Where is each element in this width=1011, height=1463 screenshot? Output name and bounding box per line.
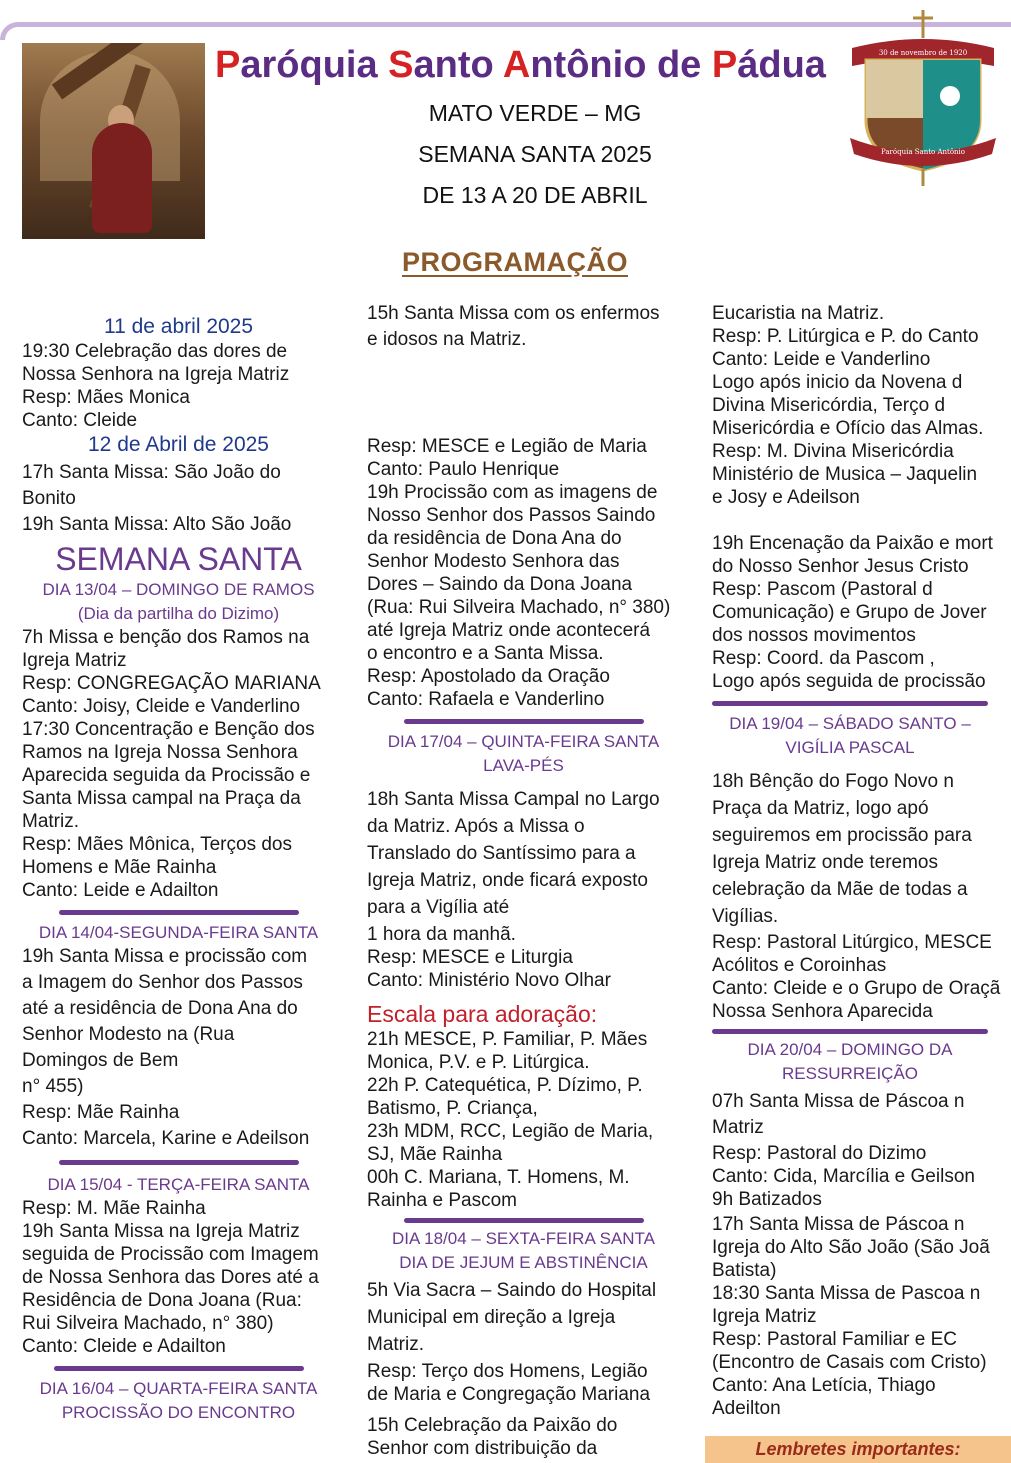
column-2	[367, 302, 680, 1460]
text-line: Resp: Mães Monica	[22, 387, 190, 408]
text-line: Resp: Coord. da Pascom ,	[712, 648, 935, 669]
section-divider	[712, 1029, 988, 1034]
date-heading: 12 de Abril de 2025	[88, 433, 269, 456]
text-line: Matriz	[712, 1117, 764, 1138]
day-subheading: VIGÍLIA PASCAL	[785, 738, 915, 757]
text-line: Nosso Senhor dos Passos Saindo	[367, 505, 656, 526]
text-line: 19h Santa Missa na Igreja Matriz	[22, 1221, 300, 1242]
date-heading: 11 de abril 2025	[103, 315, 254, 338]
lembretes-box	[705, 1436, 1011, 1463]
text-line: Resp: M. Mãe Rainha	[22, 1198, 206, 1219]
text-line: a Imagem do Senhor dos Passos	[22, 972, 303, 993]
text-line: (Encontro de Casais com Cristo)	[712, 1352, 987, 1373]
parish-seal-logo	[842, 8, 1004, 186]
text-line: Logo após seguida de procissão	[712, 671, 986, 692]
event-line: SEMANA SANTA 2025	[418, 141, 652, 167]
text-line: Resp: Terço dos Homens, Legião	[367, 1361, 648, 1382]
text-line: Eucaristia na Matriz.	[712, 303, 885, 324]
text-line: para a Vigília até	[367, 897, 510, 918]
text-line: SJ, Mãe Rainha	[367, 1144, 503, 1165]
section-divider	[404, 1218, 644, 1223]
text-line: Canto: Marcela, Karine e Adeilson	[22, 1128, 310, 1149]
text-line: Logo após inicio da Novena d	[712, 372, 963, 393]
text-line: do Nosso Senhor Jesus Cristo	[712, 556, 969, 577]
text-line: Senhor com distribuição da	[367, 1438, 598, 1459]
text-line: Batismo, P. Criança,	[367, 1098, 538, 1119]
text-line: Igreja Matriz onde teremos	[712, 852, 938, 873]
text-line: Igreja Matriz, onde ficará exposto	[367, 870, 648, 891]
text-line: Canto: Cleide e Adailton	[22, 1336, 226, 1357]
text-line: Resp: Pastoral Familiar e EC	[712, 1329, 957, 1350]
text-line: Monica, P.V. e P. Litúrgica.	[367, 1052, 590, 1073]
text-line: Canto: Leide e Vanderlino	[712, 349, 931, 370]
text-line: 19:30 Celebração das dores de	[22, 341, 288, 362]
text-line: 00h C. Mariana, T. Homens, M.	[367, 1167, 630, 1188]
via-crucis-image	[22, 43, 205, 239]
text-line: até a residência de Dona Ana do	[22, 998, 298, 1019]
text-line: até Igreja Matriz onde acontecerá	[367, 620, 651, 641]
text-line: Canto: Cida, Marcília e Geilson	[712, 1166, 975, 1187]
day-heading: DIA 13/04 – DOMINGO DE RAMOS	[42, 580, 315, 599]
text-line: Canto: Joisy, Cleide e Vanderlino	[22, 696, 301, 717]
section-divider	[59, 1160, 299, 1165]
text-line: Resp: Mães Mônica, Terços dos	[22, 834, 292, 855]
text-line: Senhor Modesto na (Rua	[22, 1024, 235, 1045]
text-line: 9h Batizados	[712, 1189, 822, 1210]
text-line: Adeilton	[712, 1398, 781, 1419]
text-line: Misericórdia e Ofício das Almas.	[712, 418, 984, 439]
text-line: Igreja Matriz	[22, 650, 127, 671]
text-line: (Rua: Rui Silveira Machado, n° 380)	[367, 597, 671, 618]
text-line: 23h MDM, RCC, Legião de Maria,	[367, 1121, 654, 1142]
programacao-heading: PROGRAMAÇÃO	[402, 247, 628, 277]
text-line: o encontro e a Santa Missa.	[367, 643, 604, 664]
text-line: Comunicação) e Grupo de Jover	[712, 602, 987, 623]
text-line: 17h Santa Missa de Páscoa n	[712, 1214, 965, 1235]
text-line: Translado do Santíssimo para a	[367, 843, 636, 864]
lembretes-heading: Lembretes importantes:	[755, 1439, 961, 1459]
text-line: Resp: MESCE e Liturgia	[367, 947, 573, 968]
text-line: 07h Santa Missa de Páscoa n	[712, 1091, 965, 1112]
text-line: Senhor Modesto Senhora das	[367, 551, 620, 572]
text-line: 19h Procissão com as imagens de	[367, 482, 658, 503]
text-line: Aparecida seguida da Procissão e	[22, 765, 311, 786]
text-line: Canto: Ministério Novo Olhar	[367, 970, 611, 991]
text-line: Canto: Leide e Adailton	[22, 880, 219, 901]
text-line: Resp: MESCE e Legião de Maria	[367, 436, 647, 457]
escala-heading: Escala para adoração:	[367, 1001, 598, 1027]
text-line: Canto: Paulo Henrique	[367, 459, 560, 480]
text-line: 17:30 Concentração e Benção dos	[22, 719, 315, 740]
text-line: Batista)	[712, 1260, 777, 1281]
text-line: Resp: Apostolado da Oração	[367, 666, 610, 687]
text-line: Bonito	[22, 488, 76, 509]
text-line: Igreja Matriz	[712, 1306, 817, 1327]
text-line: Vigílias.	[712, 906, 779, 927]
column-1	[22, 314, 335, 1425]
text-line: Dores – Saindo da Dona Joana	[367, 574, 633, 595]
day-subheading: RESSURREIÇÃO	[781, 1064, 919, 1083]
text-line: Resp: P. Litúrgica e P. do Canto	[712, 326, 979, 347]
semana-santa-heading: SEMANA SANTA	[55, 541, 302, 577]
text-line: 19h Encenação da Paixão e mort	[712, 533, 993, 554]
text-line: Santa Missa campal na Praça da	[22, 788, 301, 809]
text-line: Acólitos e Coroinhas	[712, 955, 887, 976]
text-line: Igreja do Alto São João (São Joã	[712, 1237, 990, 1258]
day-heading: DIA 14/04-SEGUNDA-FEIRA SANTA	[38, 923, 319, 942]
text-line: Ramos na Igreja Nossa Senhora	[22, 742, 298, 763]
text-line: 15h Celebração da Paixão do	[367, 1415, 618, 1436]
day-subheading: (Dia da partilha do Dizimo)	[77, 604, 280, 623]
day-subheading: DIA DE JEJUM E ABSTINÊNCIA	[399, 1253, 648, 1272]
text-line: Canto: Ana Letícia, Thiago	[712, 1375, 936, 1396]
text-line: Homens e Mãe Rainha	[22, 857, 217, 878]
text-line: Canto: Cleide e o Grupo de Oraçã	[712, 978, 1001, 999]
text-line: 15h Santa Missa com os enfermos	[367, 303, 660, 324]
text-line: de Maria e Congregação Mariana	[367, 1384, 651, 1405]
text-line: celebração da Mãe de todas a	[712, 879, 968, 900]
text-line: Matriz.	[22, 811, 79, 832]
text-line: seguida de Procissão com Imagem	[22, 1244, 319, 1265]
text-line: 18h Santa Missa Campal no Largo	[367, 789, 660, 810]
day-subheading: LAVA-PÉS	[483, 756, 564, 775]
text-line: 22h P. Catequética, P. Dízimo, P.	[367, 1075, 643, 1096]
text-line: 18h Bênção do Fogo Novo n	[712, 771, 954, 792]
day-heading: DIA 17/04 – QUINTA-FEIRA SANTA	[387, 732, 660, 751]
text-line: Resp: CONGREGAÇÃO MARIANA	[22, 673, 321, 694]
text-line: 17h Santa Missa: São João do	[22, 462, 281, 483]
text-line: Matriz.	[367, 1334, 424, 1355]
text-line: seguiremos em procissão para	[712, 825, 972, 846]
dates-line: DE 13 A 20 DE ABRIL	[422, 182, 648, 208]
text-line: 18:30 Santa Missa de Pascoa n	[712, 1283, 981, 1304]
text-line: Resp: Mãe Rainha	[22, 1102, 180, 1123]
text-line: Rui Silveira Machado, n° 380)	[22, 1313, 274, 1334]
text-line: Praça da Matriz, logo apó	[712, 798, 929, 819]
text-line: e idosos na Matriz.	[367, 329, 527, 350]
section-divider	[712, 701, 988, 706]
column-3	[712, 302, 1011, 1420]
day-heading: DIA 16/04 – QUARTA-FEIRA SANTA	[39, 1379, 318, 1398]
text-line: n° 455)	[22, 1076, 84, 1097]
text-line: Rainha e Pascom	[367, 1190, 517, 1211]
text-line: da Matriz. Após a Missa o	[367, 816, 585, 837]
day-heading: DIA 19/04 – SÁBADO SANTO –	[729, 714, 971, 733]
text-line: 5h Via Sacra – Saindo do Hospital	[367, 1280, 657, 1301]
text-line: Resp: Pastoral Litúrgico, MESCE	[712, 932, 992, 953]
text-line: 7h Missa e benção dos Ramos na	[22, 627, 310, 648]
text-line: Divina Misericórdia, Terço d	[712, 395, 946, 416]
text-line: Nossa Senhora na Igreja Matriz	[22, 364, 290, 385]
section-divider	[54, 1366, 304, 1371]
text-line: 19h Santa Missa: Alto São João	[22, 514, 292, 535]
text-line: Canto: Cleide	[22, 410, 138, 431]
parish-title: Paróquia Santo Antônio de Pádua	[215, 44, 826, 86]
section-divider	[404, 719, 644, 724]
text-line: dos nossos movimentos	[712, 625, 916, 646]
text-line: Canto: Rafaela e Vanderlino	[367, 689, 605, 710]
text-line: 19h Santa Missa e procissão com	[22, 946, 308, 967]
text-line: Residência de Dona Joana (Rua:	[22, 1290, 302, 1311]
text-line: e Josy e Adeilson	[712, 487, 860, 508]
text-line: de Nossa Senhora das Dores até a	[22, 1267, 319, 1288]
seal-top-text: 30 de novembro de 1920	[878, 49, 968, 57]
text-line: Ministério de Musica – Jaquelin	[712, 464, 978, 485]
day-heading: DIA 18/04 – SEXTA-FEIRA SANTA	[392, 1229, 655, 1248]
day-heading: DIA 20/04 – DOMINGO DA	[747, 1040, 953, 1059]
city-line: MATO VERDE – MG	[428, 100, 642, 126]
seal-bottom-text: Paróquia Santo Antônio	[880, 148, 966, 156]
text-line: Resp: Pascom (Pastoral d	[712, 579, 933, 600]
text-line: Nossa Senhora Aparecida	[712, 1001, 933, 1022]
text-line: 21h MESCE, P. Familiar, P. Mães	[367, 1029, 648, 1050]
section-divider	[59, 910, 299, 915]
day-subheading: PROCISSÃO DO ENCONTRO	[61, 1403, 296, 1422]
day-heading: DIA 15/04 - TERÇA-FEIRA SANTA	[47, 1175, 310, 1194]
text-line: 1 hora da manhã.	[367, 924, 516, 945]
text-line: Domingos de Bem	[22, 1050, 179, 1071]
text-line: Municipal em direção a Igreja	[367, 1307, 616, 1328]
text-line: Resp: M. Divina Misericórdia	[712, 441, 954, 462]
text-line: Resp: Pastoral do Dizimo	[712, 1143, 927, 1164]
text-line: da residência de Dona Ana do	[367, 528, 622, 549]
